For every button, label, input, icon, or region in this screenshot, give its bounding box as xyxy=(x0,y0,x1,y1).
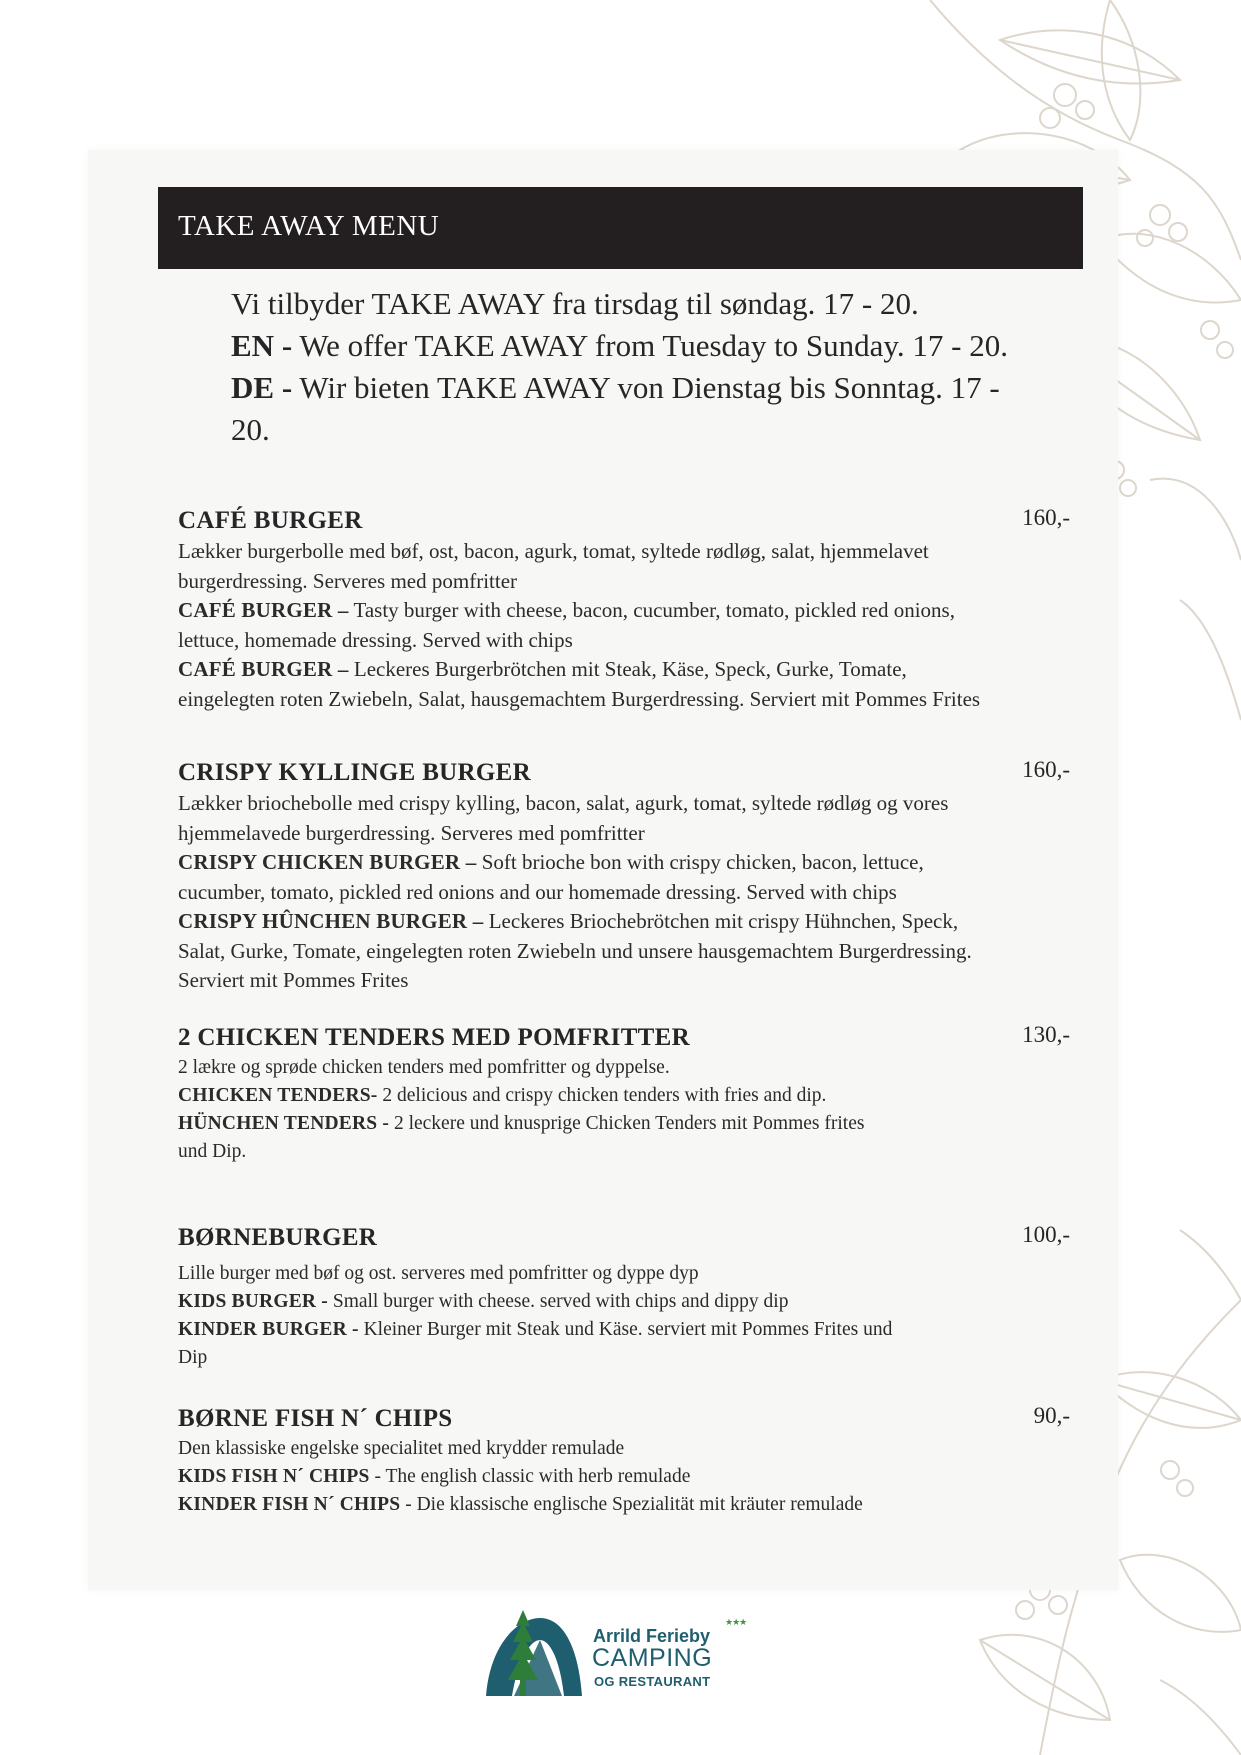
menu-item-description xyxy=(178,1435,888,1519)
intro-english-text: We offer TAKE AWAY from Tuesday to Sunday. 17 - 20. xyxy=(292,328,1008,363)
menu-item-name: BØRNEBURGER xyxy=(178,1224,378,1251)
menu-item-description xyxy=(178,1260,918,1372)
description-german xyxy=(178,1491,888,1519)
description-danish: Lækker briochebolle med crispy kylling, bacon, salat, agurk, tomat, syltede rødløg og vores hjemmelavede burgerdressing. Serveres med pomfritter xyxy=(178,791,949,845)
menu-header-bar xyxy=(158,187,1083,269)
intro-danish: Vi tilbyder TAKE AWAY fra tirsdag til søndag. 17 - 20. xyxy=(231,286,919,321)
description-english xyxy=(178,1288,918,1316)
description-german-text: Leckeres Burgerbrötchen mit Steak, Käse, Speck, Gurke, Tomate, eingelegten roten Zwiebeln, Salat, hausgemachtem Burgerdressing. Serviert mit Pommes Frites xyxy=(178,657,981,711)
description-english xyxy=(178,848,1008,907)
description-english xyxy=(178,1082,878,1110)
description-german-text: Kleiner Burger mit Steak und Käse. serviert mit Pommes Frites und Dip xyxy=(178,1319,893,1368)
description-english xyxy=(178,1463,888,1491)
menu-item xyxy=(178,757,1078,996)
description-english-text: Small burger with cheese. served with chips and dippy dip xyxy=(327,1291,789,1312)
description-english xyxy=(178,596,1008,655)
logo-restaurant: OG RESTAURANT xyxy=(594,1674,711,1689)
description-english-label: CHICKEN TENDERS- xyxy=(178,1085,378,1106)
intro-german-text: Wir bieten TAKE AWAY von Dienstag bis Sonntag. 17 - 20. xyxy=(231,370,1000,447)
opening-hours-intro xyxy=(231,283,1011,451)
tent-tree-icon xyxy=(478,1604,588,1704)
description-german xyxy=(178,655,1008,714)
description-danish: Lækker burgerbolle med bøf, ost, bacon, agurk, tomat, syltede rødløg, salat, hjemmelavet burgerdressing. Serveres med pomfritter xyxy=(178,539,929,593)
logo-camping: CAMPING xyxy=(592,1644,713,1672)
description-german-text: - Die klassische englische Spezialität mit kräuter remulade xyxy=(400,1494,863,1515)
description-german-text: Leckeres Briochebrötchen mit crispy Hühnchen, Speck, Salat, Gurke, Tomate, eingelegten roten Zwiebeln und unsere hausgemachtem Burgerdressing. Serviert mit Pommes Frites xyxy=(178,909,972,992)
menu-item xyxy=(178,1403,1078,1519)
menu-item xyxy=(178,1222,1078,1372)
description-english-label: KIDS FISH N´ CHIPS xyxy=(178,1466,370,1487)
intro-german xyxy=(231,367,1011,451)
menu-item-description xyxy=(178,537,1008,714)
menu-item-price: 100,- xyxy=(1022,1222,1070,1247)
logo-stars: ★★★ xyxy=(725,1618,747,1628)
intro-english-label: EN - xyxy=(231,328,293,363)
menu-item-name: CRISPY KYLLINGE BURGER xyxy=(178,759,531,786)
menu-item xyxy=(178,1022,1078,1166)
description-english-text: Soft brioche bon with crispy chicken, bacon, lettuce, cucumber, tomato, pickled red onions and our homemade dressing. Served with chips xyxy=(178,850,924,904)
menu-item-name: CAFÉ BURGER xyxy=(178,507,363,534)
campsite-logo xyxy=(478,1604,778,1704)
intro-english xyxy=(231,325,1011,367)
description-german xyxy=(178,1110,878,1166)
menu-item-description xyxy=(178,789,1008,996)
description-german-label: KINDER FISH N´ CHIPS xyxy=(178,1494,401,1515)
description-english-label: CRISPY CHICKEN BURGER – xyxy=(178,850,477,874)
description-german-text: 2 leckere und knusprige Chicken Tenders mit Pommes frites und Dip. xyxy=(178,1113,865,1162)
description-english-text: Tasty burger with cheese, bacon, cucumber, tomato, pickled red onions, lettuce, homemade dressing. Served with chips xyxy=(178,598,955,652)
menu-item-name: 2 CHICKEN TENDERS MED POMFRITTER xyxy=(178,1024,690,1051)
description-danish: Den klassiske engelske specialitet med krydder remulade xyxy=(178,1438,625,1459)
description-german xyxy=(178,907,1008,996)
description-german-label: HÜNCHEN TENDERS - xyxy=(178,1113,390,1134)
menu-item-price: 90,- xyxy=(1033,1403,1070,1428)
logo-name: Arrild Ferieby xyxy=(593,1626,711,1646)
intro-german-label: DE - xyxy=(231,370,293,405)
menu-item-name: BØRNE FISH N´ CHIPS xyxy=(178,1405,453,1432)
menu-item xyxy=(178,505,1078,714)
description-german-label: CAFÉ BURGER – xyxy=(178,657,349,681)
menu-item-price: 160,- xyxy=(1022,757,1070,782)
description-english-label: CAFÉ BURGER – xyxy=(178,598,349,622)
description-danish: Lille burger med bøf og ost. serveres med pomfritter og dyppe dyp xyxy=(178,1263,699,1284)
description-german xyxy=(178,1316,918,1372)
menu-item-price: 160,- xyxy=(1022,505,1070,530)
description-german-label: CRISPY HÛNCHEN BURGER – xyxy=(178,909,484,933)
description-english-text: 2 delicious and crispy chicken tenders with fries and dip. xyxy=(377,1085,827,1106)
description-german-label: KINDER BURGER - xyxy=(178,1319,359,1340)
description-english-text: - The english classic with herb remulade xyxy=(369,1466,691,1487)
menu-item-description xyxy=(178,1054,878,1166)
description-danish: 2 lækre og sprøde chicken tenders med pomfritter og dyppelse. xyxy=(178,1057,670,1078)
page-title: TAKE AWAY MENU xyxy=(178,210,440,242)
menu-item-price: 130,- xyxy=(1022,1022,1070,1047)
description-english-label: KIDS BURGER - xyxy=(178,1291,328,1312)
